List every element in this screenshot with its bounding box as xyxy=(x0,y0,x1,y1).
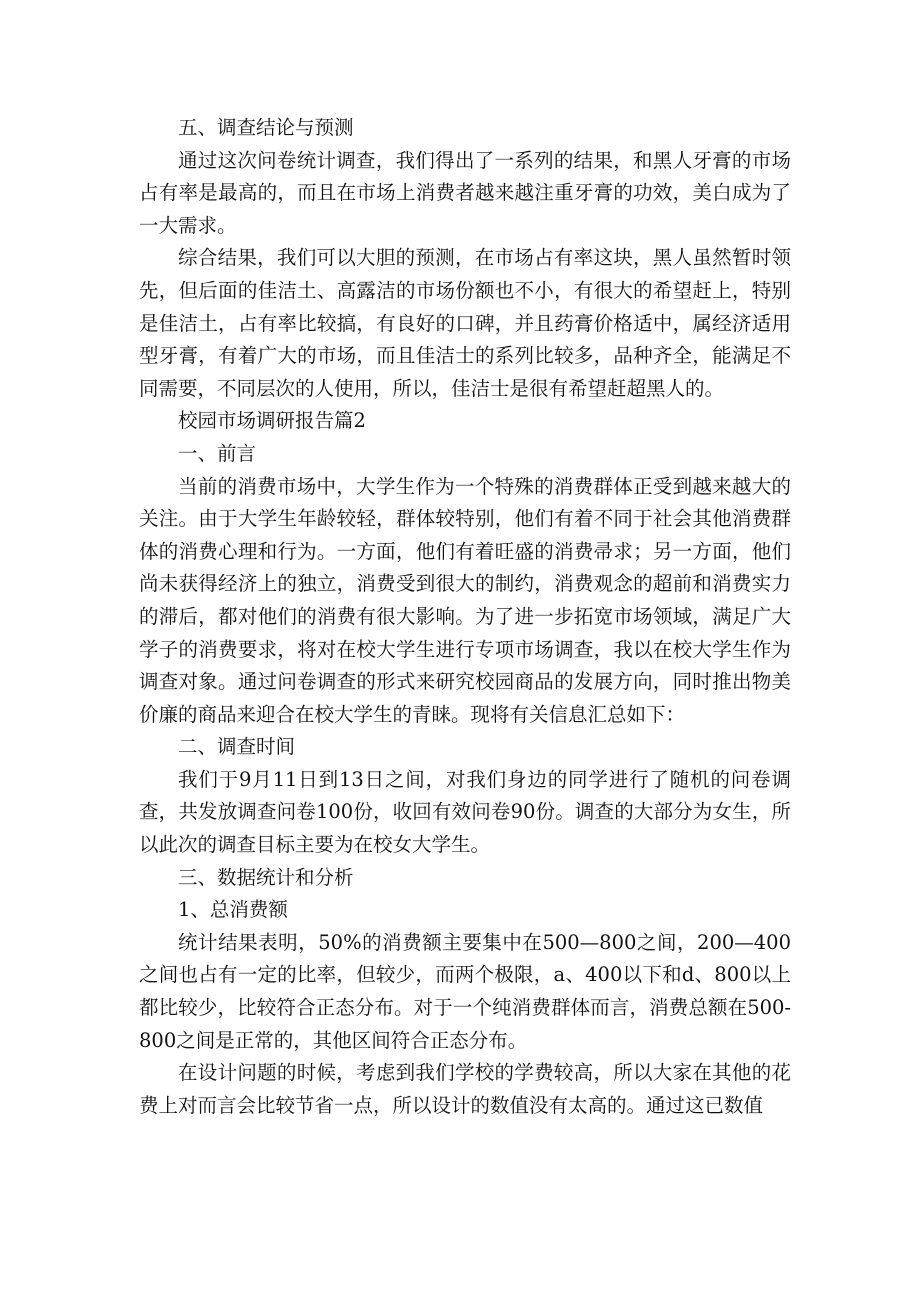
section-heading-conclusion: 五、调查结论与预测 xyxy=(178,116,354,139)
paragraph: 在设计问题的时候，考虑到我们学校的学费较高，所以大家在其他的花费上对而言会比较节省一点，所以设计的数值没有太高的。通过这已数值 xyxy=(139,1061,791,1117)
section-heading-survey-time: 二、调查时间 xyxy=(178,735,296,759)
section-heading-data-analysis: 三、数据统计和分析 xyxy=(178,865,354,889)
subsection-heading-total-spending: 1、总消费额 xyxy=(178,898,288,922)
section-heading-preface: 一、前言 xyxy=(178,441,257,465)
paragraph: 统计结果表明，50%的消费额主要集中在500—800之间，200—400之间也占有一定的比率，但较少，而两个极限，a、400以下和d、800以上都比较少，比较符合正态分布。对于一个纯消费群体而言，消费总额在500-800之间是正常的，其他区间符合正态分布。 xyxy=(139,930,791,1052)
paragraph: 综合结果，我们可以大胆的预测，在市场占有率这块，黑人虽然暂时领先，但后面的佳洁土、高露洁的市场份额也不小，有很大的希望赶上，特别是佳洁土，占有率比较搞，有良好的口碑，并且药膏价格适中，属经济适用型牙膏，有着广大的市场，而且佳洁士的系列比较多，品种齐全，能满足不同需要，不同层次的人使用，所以，佳洁士是很有希望赶超黑人的。 xyxy=(139,246,791,400)
report-title: 校园市场调研报告篇2 xyxy=(178,409,366,433)
paragraph: 当前的消费市场中，大学生作为一个特殊的消费群体正受到越来越大的关注。由于大学生年龄较轻，群体较特别，他们有着不同于社会其他消费群体的消费心理和行为。一方面，他们有着旺盛的消费帚求；另一方面，他们尚未获得经济上的独立，消费受到很大的制约，消费观念的超前和消费实力的滞后，都对他们的消费有很大影响。为了进一步拓宽市场领域，满足广大学子的消费要求，将对在校大学生进行专项市场调查，我以在校大学生作为调查对象。通过问卷调查的形式来研究校园商品的发展方向，同时推出物美价廉的商品来迎合在校大学生的青睐。现将有关信息汇总如下： xyxy=(139,474,791,726)
paragraph: 我们于9月11日到13日之间，对我们身边的同学进行了随机的问卷调查，共发放调查问卷100份，收回有效问卷90份。调查的大部分为女生，所以此次的调查目标主要为在校女大学生。 xyxy=(139,767,791,857)
document-body xyxy=(139,112,791,1122)
paragraph: 通过这次问卷统计调查，我们得出了一系列的结果，和黑人牙膏的市场占有率是最高的，而且在市场上消费者越来越注重牙膏的功效，美白成为了一大需求。 xyxy=(139,148,791,237)
